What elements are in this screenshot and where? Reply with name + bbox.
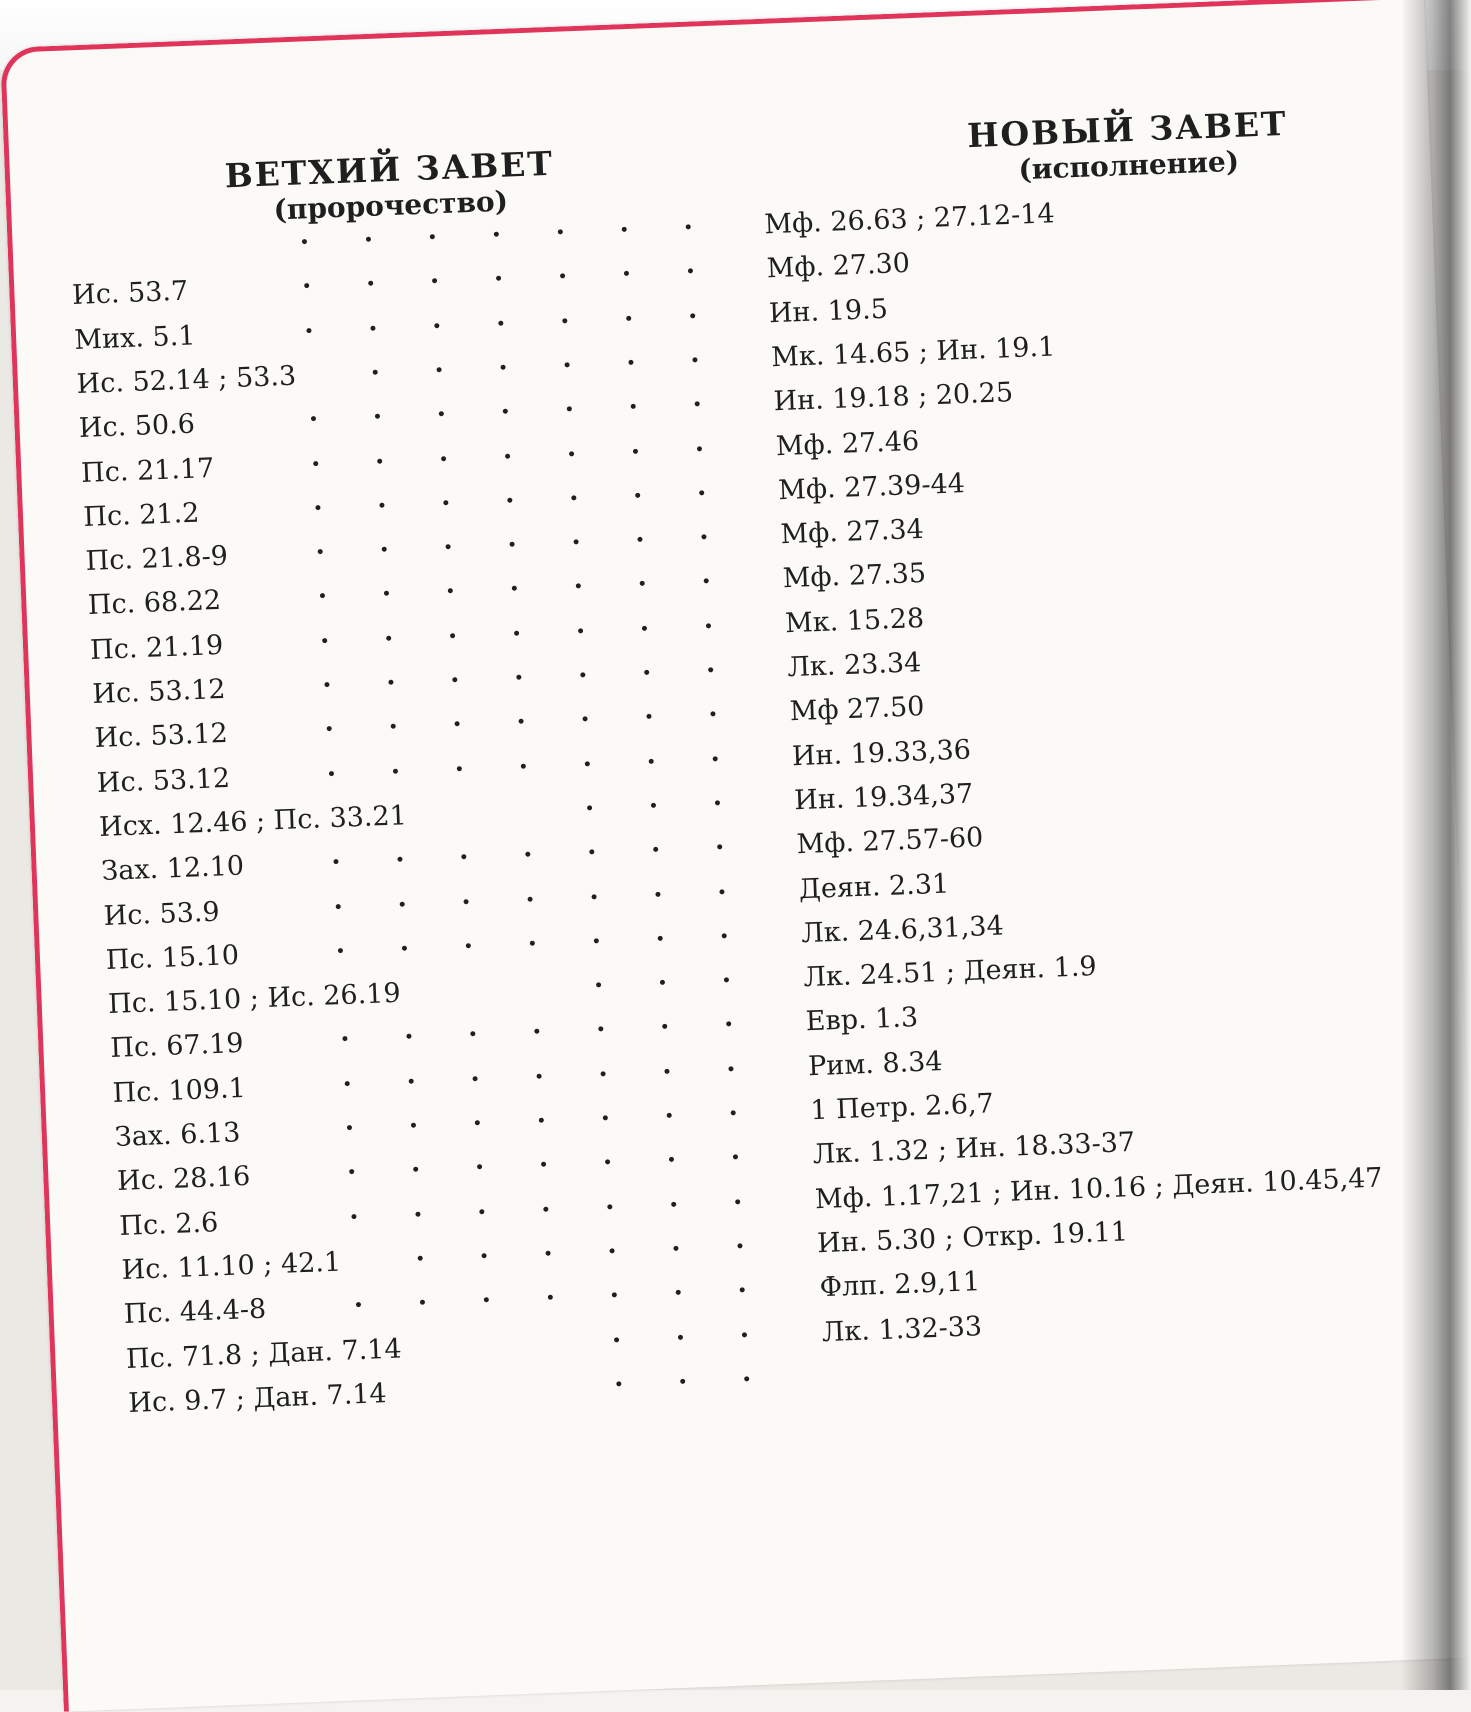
reference-row: Пс. 21.8-9 · · · · · · · Мф. 27.34 xyxy=(0,489,1471,585)
old-testament-reference: Ис. 53.9 xyxy=(103,896,221,932)
reference-row: Пс. 21.17 · · · · · · · Мф. 27.46 xyxy=(0,400,1471,496)
reference-row: Пс. 2.6 · · · · · · · Мф. 1.17,21 ; Ин. 10.16 ; Деян. 10.45,47 xyxy=(0,1155,1471,1251)
reference-row: Пс. 44.4-8 · · · · · · · Флп. 2.9,11 xyxy=(0,1243,1471,1339)
new-testament-reference: Лк. 24.51 ; Деян. 1.9 xyxy=(802,951,1098,994)
old-testament-title: ВЕТХИЙ ЗАВЕТ xyxy=(224,143,555,196)
old-testament-reference: Ис. 53.7 xyxy=(71,275,189,312)
new-testament-reference: Лк. 1.32-33 xyxy=(821,1310,983,1348)
old-testament-reference: Пс. 15.10 xyxy=(105,939,240,976)
new-testament-reference: Евр. 1.3 xyxy=(805,1002,919,1038)
old-testament-reference: Пс. 21.17 xyxy=(80,452,215,489)
old-testament-reference: Пс. 44.4-8 xyxy=(123,1293,267,1331)
new-testament-reference: Мф. 27.39-44 xyxy=(777,467,966,507)
new-testament-reference: Мф 27.50 xyxy=(789,691,925,728)
reference-row: Пс. 21.19 · · · · · · · Мк. 15.28 xyxy=(0,578,1471,674)
reference-row: Пс. 21.2 · · · · · · · Мф. 27.39-44 xyxy=(0,445,1471,541)
old-testament-reference: Мих. 5.1 xyxy=(73,319,196,356)
old-testament-reference: Пс. 67.19 xyxy=(109,1028,245,1065)
old-testament-reference: Ис. 11.10 ; 42.1 xyxy=(121,1246,342,1286)
new-testament-reference: Ин. 19.33,36 xyxy=(791,734,972,772)
old-testament-reference: Пс. 21.2 xyxy=(82,497,200,533)
reference-row: Ис. 53.9 · · · · · · · Деян. 2.31 xyxy=(0,844,1471,940)
old-testament-reference: Пс. 21.19 xyxy=(89,629,224,666)
reference-row: Ис. 53.12 · · · · · · · Ин. 19.33,36 xyxy=(0,711,1471,807)
old-testament-reference: Ис. 53.12 xyxy=(96,762,231,799)
new-testament-reference: Мф. 26.63 ; 27.12-14 xyxy=(763,198,1056,241)
reference-row: Ис. 50.6 · · · · · · · Ин. 19.18 ; 20.25 xyxy=(0,356,1471,452)
reference-row: Зах. 6.13 · · · · · · · 1 Петр. 2.6,7 xyxy=(0,1066,1471,1162)
new-testament-reference: 1 Петр. 2.6,7 xyxy=(809,1088,995,1127)
old-testament-reference: Пс. 68.22 xyxy=(87,585,222,622)
new-testament-reference: Мф. 27.30 xyxy=(766,248,911,285)
new-testament-reference: Мк. 14.65 ; Ин. 19.1 xyxy=(770,331,1056,374)
new-testament-reference: Мк. 15.28 xyxy=(784,602,925,639)
new-testament-reference: Ин. 19.5 xyxy=(768,293,889,329)
new-testament-reference: Ин. 5.30 ; Откр. 19.11 xyxy=(816,1216,1129,1260)
old-testament-reference: Ис. 52.14 ; 53.3 xyxy=(76,360,297,400)
new-testament-reference: Мф. 27.34 xyxy=(779,513,925,551)
reference-row: Ис. 28.16 · · · · · · · Лк. 1.32 ; Ин. 18.33-37 xyxy=(0,1110,1471,1206)
old-testament-reference: Пс. 71.8 ; Дан. 7.14 xyxy=(125,1332,403,1375)
reference-row: Ис. 53.12 · · · · · · · Мф 27.50 xyxy=(0,666,1471,762)
new-testament-reference: Лк. 24.6,31,34 xyxy=(800,910,1005,950)
new-testament-reference: Лк. 23.34 xyxy=(786,647,922,684)
old-testament-reference: Пс. 15.10 ; Ис. 26.19 xyxy=(107,977,402,1021)
reference-row: Зах. 12.10 · · · · · · · Мф. 27.57-60 xyxy=(0,800,1471,896)
new-testament-reference: Ин. 19.18 ; 20.25 xyxy=(773,377,1014,418)
old-testament-reference: Ис. 9.7 ; Дан. 7.14 xyxy=(127,1377,388,1419)
reference-row: Пс. 15.10 · · · · · · · Лк. 24.6,31,34 xyxy=(0,888,1471,984)
new-testament-reference: Флп. 2.9,11 xyxy=(819,1266,981,1304)
reference-row: Исх. 12.46 ; Пс. 33.21 · · · Ин. 19.34,37 xyxy=(0,755,1471,851)
old-testament-reference: Пс. 2.6 xyxy=(118,1206,219,1242)
new-testament-reference: Мф. 1.17,21 ; Ин. 10.16 ; Деян. 10.45,47 xyxy=(814,1162,1384,1215)
new-testament-reference: Ин. 19.34,37 xyxy=(793,778,974,817)
reference-row: Ис. 52.14 ; 53.3 · · · · · · Мк. 14.65 ; Ин. 19.1 xyxy=(0,311,1471,407)
old-testament-subtitle: (пророчество) xyxy=(273,184,509,227)
reference-row: · · · · · · · Мф. 26.63 ; 27.12-14 xyxy=(0,178,1471,274)
new-testament-title: НОВЫЙ ЗАВЕТ xyxy=(966,103,1289,156)
new-testament-subtitle: (исполнение) xyxy=(1017,144,1240,187)
new-testament-reference: Мф. 27.57-60 xyxy=(796,822,984,861)
new-testament-reference: Рим. 8.34 xyxy=(807,1045,944,1082)
reference-row: Пс. 68.22 · · · · · · · Мф. 27.35 xyxy=(0,533,1471,629)
reference-row: Ис. 53.12 · · · · · · · Лк. 23.34 xyxy=(0,622,1471,718)
old-testament-reference: Ис. 28.16 xyxy=(116,1161,251,1198)
new-testament-reference: Мф. 27.46 xyxy=(775,425,920,462)
reference-row: Пс. 15.10 ; Ис. 26.19 · · · Лк. 24.51 ; Деян. 1.9 xyxy=(0,933,1471,1029)
reference-row: Ис. 53.7 · · · · · · · Мф. 27.30 xyxy=(0,223,1471,319)
old-testament-reference: Пс. 109.1 xyxy=(112,1072,247,1109)
old-testament-reference: Ис. 53.12 xyxy=(91,673,227,710)
reference-row: Пс. 71.8 ; Дан. 7.14 · · · Лк. 1.32-33 xyxy=(0,1288,1471,1384)
old-testament-reference: Зах. 12.10 xyxy=(100,850,245,888)
new-testament-reference: Мф. 27.35 xyxy=(782,558,927,595)
reference-row: Ис. 9.7 ; Дан. 7.14 · · · xyxy=(0,1332,1471,1428)
old-testament-reference: Ис. 53.12 xyxy=(94,718,229,755)
old-testament-reference: Исх. 12.46 ; Пс. 33.21 xyxy=(98,800,408,843)
old-testament-reference: Пс. 21.8-9 xyxy=(85,540,229,578)
old-testament-reference: Ис. 50.6 xyxy=(78,408,196,445)
new-testament-reference: Деян. 2.31 xyxy=(798,868,950,905)
reference-row: Ис. 11.10 ; 42.1 · · · · · · Ин. 5.30 ; Откр. 19.11 xyxy=(0,1199,1471,1295)
reference-row: Мих. 5.1 · · · · · · · Ин. 19.5 xyxy=(0,267,1471,363)
reference-row: Пс. 67.19 · · · · · · · Евр. 1.3 xyxy=(0,977,1471,1073)
old-testament-reference: Зах. 6.13 xyxy=(114,1117,241,1153)
new-testament-reference: Лк. 1.32 ; Ин. 18.33-37 xyxy=(812,1127,1136,1171)
reference-row: Пс. 109.1 · · · · · · · Рим. 8.34 xyxy=(0,1022,1471,1118)
